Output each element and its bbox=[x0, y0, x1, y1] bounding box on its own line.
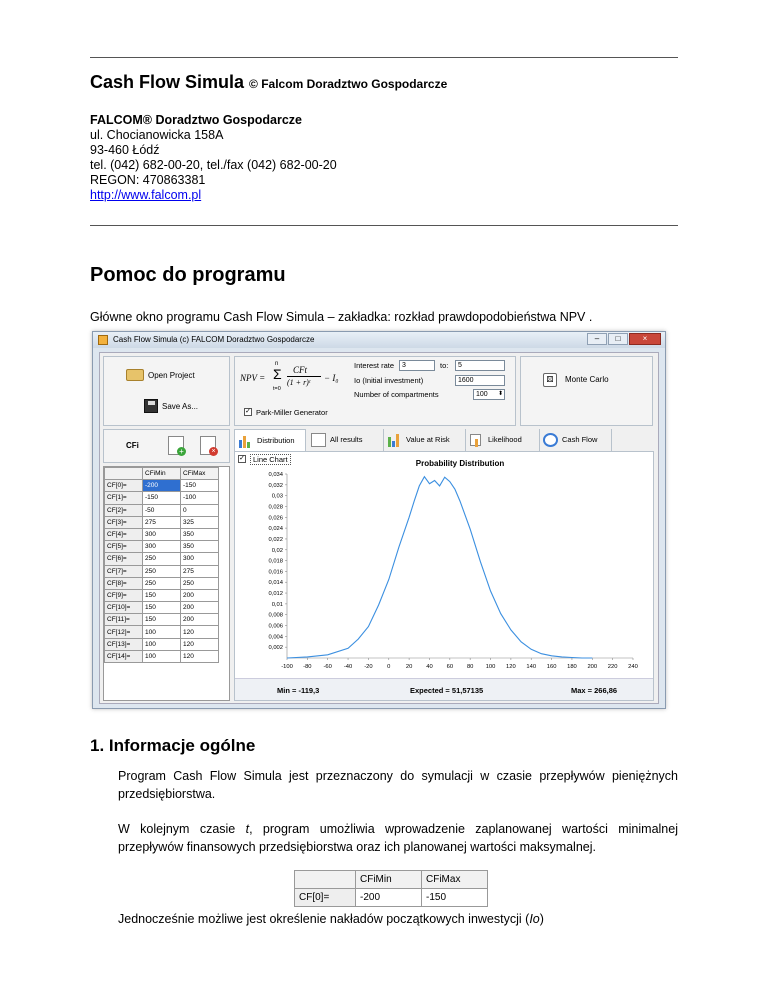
formula-denominator: (1 + r)ᵗ bbox=[287, 378, 311, 387]
section1-para3 bbox=[118, 910, 678, 928]
x-tick-label: -100 bbox=[281, 664, 293, 670]
regon: REGON: 470863381 bbox=[90, 173, 206, 187]
grid-cell-max[interactable]: 350 bbox=[181, 541, 219, 553]
formula-n: n bbox=[275, 361, 279, 367]
x-tick-label: 120 bbox=[506, 664, 516, 670]
grid-cell-min[interactable]: -150 bbox=[143, 492, 181, 504]
y-tick-label: 0,032 bbox=[268, 482, 283, 489]
grid-row-label: CF[7]= bbox=[105, 565, 143, 577]
grid-cell-max[interactable]: 120 bbox=[181, 626, 219, 638]
tab-value-at-risk-label: Value at Risk bbox=[406, 435, 450, 444]
grid-row[interactable] bbox=[105, 492, 219, 504]
to-label: to: bbox=[440, 361, 449, 370]
section1-para2 bbox=[118, 820, 678, 856]
app-client-area bbox=[99, 352, 659, 704]
x-tick-label: 200 bbox=[587, 664, 598, 670]
tab-cash-flow-label: Cash Flow bbox=[562, 435, 598, 444]
grid-row[interactable] bbox=[105, 650, 219, 662]
grid-cell-max[interactable]: -100 bbox=[181, 492, 219, 504]
grid-row-label: CF[6]= bbox=[105, 553, 143, 565]
cfi-panel bbox=[103, 429, 230, 463]
x-tick-label: -80 bbox=[303, 664, 312, 670]
cashflow-grid[interactable] bbox=[104, 467, 219, 663]
grid-row[interactable] bbox=[105, 602, 219, 614]
grid-row[interactable] bbox=[105, 480, 219, 492]
grid-row[interactable] bbox=[105, 516, 219, 528]
y-tick-label: 0,014 bbox=[268, 580, 283, 587]
para3-pre: Jednocześnie możliwe jest określenie nakładów początkowych inwestycji ( bbox=[118, 912, 530, 926]
x-tick-label: -40 bbox=[343, 664, 353, 670]
parameters-panel bbox=[234, 356, 516, 426]
grid-row-label: CF[2]= bbox=[105, 504, 143, 516]
grid-cell-max[interactable]: 350 bbox=[181, 528, 219, 540]
open-project-button[interactable]: Open Project bbox=[148, 371, 195, 380]
x-tick-label: 100 bbox=[485, 664, 496, 670]
tab-all-results-label: All results bbox=[330, 435, 363, 444]
grid-cell-min[interactable]: 300 bbox=[143, 528, 181, 540]
interest-rate-to-input[interactable]: 5 bbox=[455, 360, 505, 371]
phone: tel. (042) 682-00-20, tel./fax (042) 682-00-20 bbox=[90, 158, 337, 172]
grid-cell-min[interactable]: 250 bbox=[143, 577, 181, 589]
website-link[interactable]: http://www.falcom.pl bbox=[90, 188, 202, 202]
grid-cell-min[interactable]: 300 bbox=[143, 541, 181, 553]
mini-row-label: CF[0]= bbox=[295, 889, 356, 907]
formula-sum: Σ bbox=[273, 366, 282, 382]
maximize-button[interactable]: □ bbox=[608, 333, 628, 345]
formula-npv: NPV = bbox=[240, 373, 266, 383]
save-icon bbox=[144, 399, 158, 413]
bottom-rule bbox=[90, 225, 678, 226]
x-tick-label: 0 bbox=[387, 664, 391, 670]
city: 93-460 Łódź bbox=[90, 143, 160, 157]
grid-row[interactable] bbox=[105, 577, 219, 589]
line-chart-label: Line Chart bbox=[250, 454, 291, 465]
grid-row-label: CF[14]= bbox=[105, 650, 143, 662]
mini-corner bbox=[295, 871, 356, 889]
x-tick-label: 220 bbox=[607, 664, 618, 670]
grid-cell-max[interactable]: -150 bbox=[181, 480, 219, 492]
compartments-value: 100 bbox=[476, 391, 488, 398]
dice-icon: ⚄ bbox=[543, 373, 557, 387]
grid-header-min: CFiMin bbox=[143, 468, 181, 480]
grid-cell-min[interactable]: -200 bbox=[143, 480, 181, 492]
y-tick-label: 0,006 bbox=[268, 623, 283, 630]
park-miller-checkbox[interactable]: ✓ bbox=[245, 408, 251, 415]
cashflow-grid-area bbox=[103, 466, 230, 701]
likelihood-icon bbox=[469, 433, 484, 447]
grid-cell-max[interactable]: 325 bbox=[181, 516, 219, 528]
tab-value-at-risk[interactable] bbox=[384, 429, 466, 451]
app-window bbox=[92, 331, 666, 709]
para2-post: , program umożliwia wprowadzenie zaplanowanej wartości minimalnej przepływów finansowych przedsiębiorstwa oraz ich planowanej wartości maksymalnej. bbox=[118, 822, 678, 854]
monte-carlo-button[interactable]: Monte Carlo bbox=[565, 375, 609, 384]
copyright-text: © Falcom Doradztwo Gospodarcze bbox=[249, 77, 448, 91]
para2-pre: W kolejnym czasie bbox=[118, 822, 246, 836]
monte-carlo-panel bbox=[520, 356, 653, 426]
grid-row[interactable] bbox=[105, 565, 219, 577]
y-tick-label: 0,018 bbox=[268, 558, 283, 565]
tab-strip bbox=[234, 429, 654, 451]
y-tick-label: 0,01 bbox=[271, 601, 283, 608]
grid-cell-max[interactable]: 275 bbox=[181, 565, 219, 577]
cfi-label: CFi bbox=[126, 441, 139, 450]
min-stat: Min = -119,3 bbox=[277, 686, 320, 695]
x-tick-label: 60 bbox=[446, 664, 454, 670]
io-input[interactable]: 1600 bbox=[455, 375, 505, 386]
io-label: Io (Initial investment) bbox=[354, 376, 424, 385]
stats-bar bbox=[235, 678, 653, 700]
grid-cell-min[interactable]: 150 bbox=[143, 589, 181, 601]
x-tick-label: 40 bbox=[426, 664, 433, 670]
x-tick-label: 20 bbox=[405, 664, 413, 670]
para3-io: Io bbox=[529, 912, 540, 926]
grid-row-label: CF[8]= bbox=[105, 577, 143, 589]
address-block bbox=[90, 113, 337, 203]
formula-i0: − I₀ bbox=[324, 373, 339, 383]
grid-row[interactable] bbox=[105, 553, 219, 565]
mini-header-min: CFiMin bbox=[356, 871, 422, 889]
grid-cell-max[interactable]: 200 bbox=[181, 614, 219, 626]
spinner-icon[interactable]: ⬍ bbox=[497, 391, 503, 397]
grid-cell-min[interactable]: 150 bbox=[143, 614, 181, 626]
grid-row-label: CF[10]= bbox=[105, 602, 143, 614]
grid-row[interactable] bbox=[105, 541, 219, 553]
grid-row-label: CF[5]= bbox=[105, 541, 143, 553]
y-tick-label: 0,026 bbox=[268, 515, 283, 522]
line-chart-checkbox[interactable]: ✓ bbox=[239, 455, 245, 462]
grid-row-label: CF[0]= bbox=[105, 480, 143, 492]
grid-cell-max[interactable]: 120 bbox=[181, 638, 219, 650]
grid-cell-max[interactable]: 0 bbox=[181, 504, 219, 516]
delete-row-icon[interactable]: × bbox=[200, 436, 216, 455]
grid-cell-max[interactable]: 300 bbox=[181, 553, 219, 565]
grid-cell-min[interactable]: 275 bbox=[143, 516, 181, 528]
grid-cell-min[interactable]: 100 bbox=[143, 650, 181, 662]
y-tick-label: 0,016 bbox=[268, 569, 283, 576]
max-stat: Max = 266,86 bbox=[571, 686, 618, 695]
interest-rate-label: Interest rate bbox=[354, 361, 395, 370]
close-button[interactable]: × bbox=[629, 333, 661, 345]
project-panel bbox=[103, 356, 230, 426]
grid-cell-min[interactable]: 150 bbox=[143, 602, 181, 614]
x-tick-label: 180 bbox=[567, 664, 577, 670]
grid-row-label: CF[9]= bbox=[105, 589, 143, 601]
distribution-panel bbox=[234, 451, 654, 701]
grid-cell-max[interactable]: 120 bbox=[181, 650, 219, 662]
grid-cell-min[interactable]: 250 bbox=[143, 565, 181, 577]
grid-row[interactable] bbox=[105, 614, 219, 626]
minimize-button[interactable]: – bbox=[587, 333, 607, 345]
save-as-button[interactable]: Save As... bbox=[162, 402, 199, 411]
grid-row-label: CF[11]= bbox=[105, 614, 143, 626]
chart-title: Probability Distribution bbox=[415, 459, 505, 468]
grid-row[interactable] bbox=[105, 589, 219, 601]
grid-row[interactable] bbox=[105, 504, 219, 516]
grid-row-label: CF[13]= bbox=[105, 638, 143, 650]
grid-cell-min[interactable]: 250 bbox=[143, 553, 181, 565]
grid-cell-min[interactable]: 100 bbox=[143, 638, 181, 650]
section-title: Pomoc do programu bbox=[90, 264, 286, 286]
window-titlebar bbox=[93, 332, 665, 348]
chart-icon bbox=[387, 433, 402, 447]
section1-para1: Program Cash Flow Simula jest przeznaczony do symulacji w czasie przepływów pieniężnych przedsiębiorstwa. bbox=[118, 769, 678, 801]
y-tick-label: 0,03 bbox=[271, 493, 283, 500]
park-miller-label: Park-Miller Generator bbox=[256, 408, 328, 417]
document-icon bbox=[311, 433, 326, 447]
para3-post: ) bbox=[539, 912, 544, 926]
formula-fraction-bar bbox=[287, 376, 321, 377]
grid-row-label: CF[12]= bbox=[105, 626, 143, 638]
grid-row-label: CF[4]= bbox=[105, 528, 143, 540]
tab-likelihood[interactable] bbox=[466, 429, 540, 451]
mini-row-max: -150 bbox=[422, 889, 488, 907]
example-grid bbox=[294, 870, 488, 907]
formula-cf: CFt bbox=[293, 365, 308, 375]
y-tick-label: 0,004 bbox=[268, 634, 283, 641]
y-tick-label: 0,008 bbox=[268, 612, 283, 619]
tab-distribution[interactable] bbox=[234, 429, 306, 451]
x-tick-label: 240 bbox=[628, 664, 638, 670]
street: ul. Chocianowicka 158A bbox=[90, 128, 224, 142]
bar-chart-icon bbox=[238, 434, 253, 448]
window-title: Cash Flow Simula (c) FALCOM Doradztwo Gospodarcze bbox=[113, 335, 315, 344]
mini-header-max: CFiMax bbox=[422, 871, 488, 889]
x-tick-label: 80 bbox=[466, 664, 474, 670]
tab-all-results[interactable] bbox=[308, 429, 384, 451]
grid-cell-max[interactable]: 200 bbox=[181, 602, 219, 614]
grid-row[interactable] bbox=[105, 638, 219, 650]
interest-rate-input[interactable]: 3 bbox=[399, 360, 435, 371]
company-name: FALCOM® Doradztwo Gospodarcze bbox=[90, 113, 302, 127]
x-tick-label: -20 bbox=[364, 664, 373, 670]
grid-cell-min[interactable]: -50 bbox=[143, 504, 181, 516]
grid-corner bbox=[105, 468, 143, 480]
doc-title bbox=[90, 72, 447, 93]
grid-cell-max[interactable]: 200 bbox=[181, 589, 219, 601]
y-tick-label: 0,002 bbox=[268, 645, 283, 652]
y-tick-label: 0,034 bbox=[268, 472, 283, 478]
folder-icon bbox=[126, 369, 144, 381]
gauge-icon bbox=[543, 433, 558, 447]
y-tick-label: 0,022 bbox=[268, 536, 283, 543]
tab-cash-flow[interactable] bbox=[540, 429, 612, 451]
figure-caption: Główne okno programu Cash Flow Simula – zakładka: rozkład prawdopodobieństwa NPV . bbox=[90, 310, 593, 324]
section1-heading: 1. Informacje ogólne bbox=[90, 736, 256, 755]
y-tick-label: 0,02 bbox=[271, 547, 283, 554]
probability-chart bbox=[235, 452, 655, 678]
x-tick-label: 140 bbox=[526, 664, 537, 670]
formula-t0: t=0 bbox=[273, 386, 281, 392]
grid-row[interactable] bbox=[105, 528, 219, 540]
y-tick-label: 0,024 bbox=[268, 526, 283, 533]
compartments-input[interactable] bbox=[473, 389, 505, 400]
tab-likelihood-label: Likelihood bbox=[488, 435, 522, 444]
x-tick-label: 160 bbox=[546, 664, 557, 670]
expected-stat: Expected = 51,57135 bbox=[410, 686, 484, 695]
para2-t: t bbox=[245, 822, 250, 836]
tab-distribution-label: Distribution bbox=[257, 436, 295, 445]
grid-row-label: CF[3]= bbox=[105, 516, 143, 528]
mini-row-min: -200 bbox=[356, 889, 422, 907]
top-rule bbox=[90, 57, 678, 58]
y-tick-label: 0,012 bbox=[268, 591, 283, 598]
grid-row[interactable] bbox=[105, 626, 219, 638]
title-text: Cash Flow Simula bbox=[90, 72, 245, 92]
grid-cell-min[interactable]: 100 bbox=[143, 626, 181, 638]
x-tick-label: -60 bbox=[323, 664, 332, 670]
add-row-icon[interactable]: + bbox=[168, 436, 184, 455]
compartments-label: Number of compartments bbox=[354, 390, 439, 399]
series-line bbox=[287, 477, 592, 658]
grid-row-label: CF[1]= bbox=[105, 492, 143, 504]
grid-cell-max[interactable]: 250 bbox=[181, 577, 219, 589]
app-icon bbox=[98, 335, 108, 345]
grid-header-max: CFiMax bbox=[181, 468, 219, 480]
y-tick-label: 0,028 bbox=[268, 504, 283, 511]
